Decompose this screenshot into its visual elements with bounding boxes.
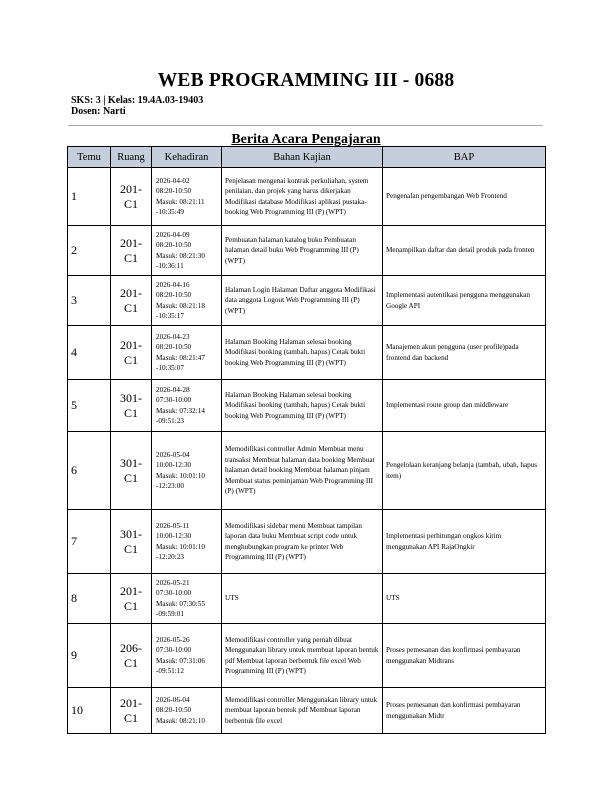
kehadiran-line: -12:23:00 — [156, 481, 184, 490]
kehadiran-line: 08:20-10:50 — [156, 706, 192, 715]
kehadiran-line: 2026-05-11 — [156, 521, 190, 530]
kehadiran-line: -10:35:17 — [156, 311, 184, 320]
cell-temu: 9 — [68, 624, 111, 688]
table-header-row — [68, 147, 546, 168]
kehadiran-line: 10:00-12:30 — [156, 532, 192, 541]
table-row — [68, 380, 546, 432]
kehadiran-line: Masuk: 10:01:10 — [156, 542, 205, 551]
kehadiran-line: Masuk: 07:30:55 — [156, 599, 205, 608]
bap-text: Implementasi route group dan middleware — [386, 401, 509, 410]
cell-ruang: 201-C1 — [111, 276, 152, 326]
bap-table — [67, 146, 546, 734]
cell-temu: 7 — [68, 510, 111, 574]
kehadiran-line: 2026-05-26 — [156, 635, 190, 644]
cell-bap — [383, 624, 546, 688]
cell-bahan-kajian — [222, 688, 383, 734]
kehadiran-line: 2026-04-28 — [156, 385, 190, 394]
table-row — [68, 624, 546, 688]
bap-text: Proses pemesanan dan konfirmasi pembayaran menggunakan Midtrans — [386, 646, 521, 665]
cell-temu: 2 — [68, 226, 111, 276]
cell-kehadiran — [152, 510, 222, 574]
dosen-text: Dosen: Narti — [71, 106, 126, 117]
cell-temu: 8 — [68, 574, 111, 624]
cell-kehadiran — [152, 276, 222, 326]
cell-ruang: 301-C1 — [111, 510, 152, 574]
cell-temu: 5 — [68, 380, 111, 432]
dosen-line — [71, 106, 126, 117]
kehadiran-line: Masuk: 08:21:10 — [156, 716, 205, 725]
cell-kehadiran — [152, 168, 222, 226]
cell-bap — [383, 168, 546, 226]
table-row — [68, 574, 546, 624]
cell-ruang: 301-C1 — [111, 380, 152, 432]
bap-text: Menampilkan daftar dan detail produk pada fronten — [386, 246, 535, 255]
cell-kehadiran — [152, 624, 222, 688]
course-title: WEB PROGRAMMING III - 0688 — [157, 70, 455, 91]
cell-temu: 6 — [68, 432, 111, 510]
cell-ruang: 201-C1 — [111, 226, 152, 276]
kehadiran-line: 07:30-10:00 — [156, 646, 192, 655]
cell-bahan-kajian — [222, 380, 383, 432]
kehadiran-line: 2026-04-09 — [156, 230, 190, 239]
cell-ruang: 206-C1 — [111, 624, 152, 688]
kehadiran-line: Masuk: 08:21:18 — [156, 301, 205, 310]
kehadiran-line: 2026-05-21 — [156, 578, 190, 587]
bahan-kajian-text: Halaman Booking Halaman selesai booking Modifikasi booking (tambah, hapus) Cetak bukti booking Web Programming III (P) (WPT) — [225, 390, 366, 420]
kehadiran-line: -09:51:23 — [156, 416, 184, 425]
kehadiran-line: 2026-06-04 — [156, 695, 190, 704]
header-divider — [68, 125, 543, 126]
col-header-kehadiran: Kehadiran — [152, 147, 222, 168]
col-header-bahan-kajian: Bahan Kajian — [222, 147, 383, 168]
cell-ruang: 201-C1 — [111, 574, 152, 624]
cell-kehadiran — [152, 380, 222, 432]
table-row — [68, 168, 546, 226]
kehadiran-line: Masuk: 10:01:10 — [156, 471, 205, 480]
cell-kehadiran — [152, 432, 222, 510]
bap-text: Proses pemesanan dan konfirmasi pembayaran menggunakan Midtr — [386, 701, 521, 720]
kehadiran-line: 08:20-10:50 — [156, 343, 192, 352]
cell-bahan-kajian — [222, 624, 383, 688]
cell-bahan-kajian — [222, 168, 383, 226]
sks-kelas-line — [71, 95, 203, 106]
kehadiran-line: 08:20-10:50 — [156, 241, 192, 250]
table-row — [68, 432, 546, 510]
cell-bahan-kajian — [222, 326, 383, 380]
table-row — [68, 326, 546, 380]
bahan-kajian-text: UTS — [225, 594, 239, 603]
section-title: Berita Acara Pengajaran — [231, 132, 381, 147]
cell-kehadiran — [152, 226, 222, 276]
bap-text: Pengenalan pengembangan Web Frontend — [386, 192, 507, 201]
kehadiran-line: -09:51:12 — [156, 666, 184, 675]
cell-bap — [383, 574, 546, 624]
col-header-temu: Temu — [68, 147, 111, 168]
kehadiran-line: 07:30-10:00 — [156, 396, 192, 405]
cell-bahan-kajian — [222, 276, 383, 326]
col-header-ruang: Ruang — [111, 147, 152, 168]
cell-temu: 4 — [68, 326, 111, 380]
kehadiran-line: -10:36:11 — [156, 261, 184, 270]
cell-ruang: 301-C1 — [111, 432, 152, 510]
kehadiran-line: Masuk: 07:31:06 — [156, 656, 205, 665]
bap-text: Implementasi autentikasi pengguna menggunakan Google API — [386, 291, 530, 310]
bahan-kajian-text: Memodifikasi sidebar menu Membuat tampilan laporan data buku Membuat script code untuk menghubungkan program ke printer Web Programming III (P) (WPT) — [225, 521, 362, 561]
table-row — [68, 510, 546, 574]
cell-bap — [383, 380, 546, 432]
cell-bap — [383, 326, 546, 380]
col-header-bap: BAP — [383, 147, 546, 168]
bahan-kajian-text: Pembuatan halaman katalog buku Pembuatan halaman detail buku Web Programming III (P) (WPT) — [225, 235, 359, 265]
cell-kehadiran — [152, 326, 222, 380]
cell-bahan-kajian — [222, 574, 383, 624]
cell-bap — [383, 432, 546, 510]
kehadiran-line: 2026-05-04 — [156, 450, 190, 459]
bap-text: Pengelolaan keranjang belanja (tambah, ubah, hapus item) — [386, 461, 538, 480]
bahan-kajian-text: Memodifikasi controller yang pernah dibuat Menggunakan library untuk membuat laporan bentuk pdf Membuat laporan berbentuk file excel Web Programming III (P) (WPT) — [225, 635, 379, 675]
cell-ruang: 201-C1 — [111, 688, 152, 734]
cell-bap — [383, 226, 546, 276]
kehadiran-line: -12:20:23 — [156, 552, 184, 561]
table-row — [68, 276, 546, 326]
table-row — [68, 226, 546, 276]
bap-text: Manajemen akun pengguna (user profile)pada frontend dan backend — [386, 343, 519, 362]
kehadiran-line: -10:35:49 — [156, 207, 184, 216]
bap-text: UTS — [386, 594, 400, 603]
cell-temu: 3 — [68, 276, 111, 326]
kehadiran-line: 2026-04-16 — [156, 280, 190, 289]
kehadiran-line: Masuk: 08:21:11 — [156, 197, 205, 206]
cell-bap — [383, 510, 546, 574]
cell-ruang: 201-C1 — [111, 326, 152, 380]
bahan-kajian-text: Halaman Login Halaman Daftar anggota Modifikasi data anggota Logout Web Programming III (P) (WPT) — [225, 285, 376, 315]
table-row — [68, 688, 546, 734]
kehadiran-line: 10:00-12:30 — [156, 461, 192, 470]
kehadiran-line: Masuk: 08:21:30 — [156, 251, 205, 260]
kehadiran-line: -10:35:07 — [156, 363, 184, 372]
bahan-kajian-text: Memodifikasi controller Menggunakan library untuk membuat laporan bentuk pdf Membuat laporan berbentuk file excel — [225, 695, 378, 725]
kehadiran-line: Masuk: 08:21:47 — [156, 353, 205, 362]
cell-temu: 1 — [68, 168, 111, 226]
cell-bahan-kajian — [222, 432, 383, 510]
bap-text: Implementasi perhitungan ongkos kirim menggunakan API RajaOngkir — [386, 532, 502, 551]
cell-kehadiran — [152, 688, 222, 734]
table-body — [68, 168, 546, 734]
cell-bahan-kajian — [222, 510, 383, 574]
kehadiran-line: -09:59:01 — [156, 609, 184, 618]
kehadiran-line: 2026-04-23 — [156, 332, 190, 341]
cell-temu: 10 — [68, 688, 111, 734]
kehadiran-line: 08:20-10:50 — [156, 291, 192, 300]
cell-bap — [383, 688, 546, 734]
kehadiran-line: 2026-04-02 — [156, 176, 190, 185]
kehadiran-line: 07:30-10:00 — [156, 589, 192, 598]
bahan-kajian-text: Penjelasan mengenai kontrak perkuliahan, system penilaian, dan projek yang harus dikerjakan Modifikasi database Modifikasi aplikasi pustaka-booking Web Programming III (P) (WPT) — [225, 176, 369, 216]
cell-ruang: 201-C1 — [111, 168, 152, 226]
cell-kehadiran — [152, 574, 222, 624]
bahan-kajian-text: Halaman Booking Halaman selesai booking Modifikasi booking (tambah, hapus) Cetak bukti booking Web Programming III (P) (WPT) — [225, 337, 366, 367]
bahan-kajian-text: Memodifikasi controller Admin Membuat menu transaksi Membuat halaman data booking Membuat halaman detail booking Membuat halaman pinjam Membuat status peminjaman Web Programming III (P) (WPT) — [225, 445, 375, 496]
cell-bahan-kajian — [222, 226, 383, 276]
kehadiran-line: 08:20-10:50 — [156, 187, 192, 196]
kehadiran-line: Masuk: 07:32:14 — [156, 406, 205, 415]
sks-kelas-text: SKS: 3 | Kelas: 19.4A.03-19403 — [71, 95, 204, 106]
cell-bap — [383, 276, 546, 326]
